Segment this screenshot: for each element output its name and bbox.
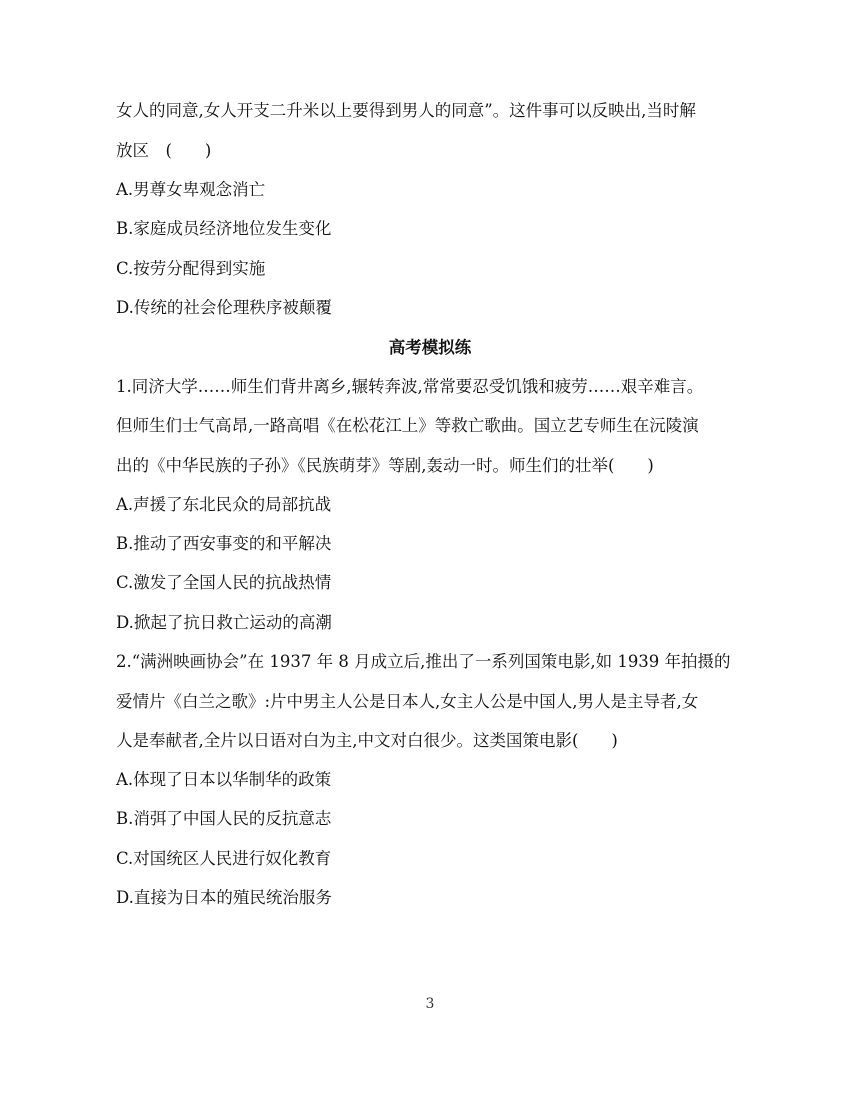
- question-2-option-c: C.对国统区人民进行奴化教育: [116, 849, 332, 868]
- question-1-text-line: 出的《中华民族的子孙》《民族萌芽》等剧,轰动一时。师生们的壮举( ): [116, 456, 654, 475]
- question-2-text-line: 人是奉献者,全片以日语对白为主,中文对白很少。这类国策电影( ): [116, 731, 618, 750]
- section-title: 高考模拟练: [388, 338, 472, 357]
- question-text-line: 放区 ( ): [116, 141, 212, 160]
- question-1-text-line: 1.同济大学……师生们背井离乡,辗转奔波,常常要忍受饥饿和疲劳……艰辛难言。: [116, 377, 704, 396]
- question-1-text-line: 但师生们士气高昂,一路高唱《在松花江上》等救亡歌曲。国立艺专师生在沅陵演: [116, 416, 699, 435]
- question-1-option-c: C.激发了全国人民的抗战热情: [116, 573, 332, 592]
- option-d: D.传统的社会伦理秩序被颠覆: [116, 298, 332, 317]
- question-2-text-line: 爱情片《白兰之歌》:片中男主人公是日本人,女主人公是中国人,男人是主导者,女: [116, 692, 699, 711]
- page-number: 3: [425, 996, 435, 1012]
- question-1-option-d: D.掀起了抗日救亡运动的高潮: [116, 613, 332, 632]
- option-c: C.按劳分配得到实施: [116, 259, 266, 278]
- question-1-option-b: B.推动了西安事变的和平解决: [116, 534, 332, 553]
- question-2-text-line: 2.“满洲映画协会”在 1937 年 8 月成立后,推出了一系列国策电影,如 1939 年拍摄的: [116, 652, 731, 671]
- option-a: A.男尊女卑观念消亡: [116, 180, 266, 199]
- question-2-option-b: B.消弭了中国人民的反抗意志: [116, 809, 332, 828]
- question-text-line: 女人的同意,女人开支二升米以上要得到男人的同意”。这件事可以反映出,当时解: [116, 101, 696, 120]
- option-b: B.家庭成员经济地位发生变化: [116, 219, 332, 238]
- question-2-option-a: A.体现了日本以华制华的政策: [116, 770, 332, 789]
- question-2-option-d: D.直接为日本的殖民统治服务: [116, 888, 332, 907]
- question-1-option-a: A.声援了东北民众的局部抗战: [116, 495, 332, 514]
